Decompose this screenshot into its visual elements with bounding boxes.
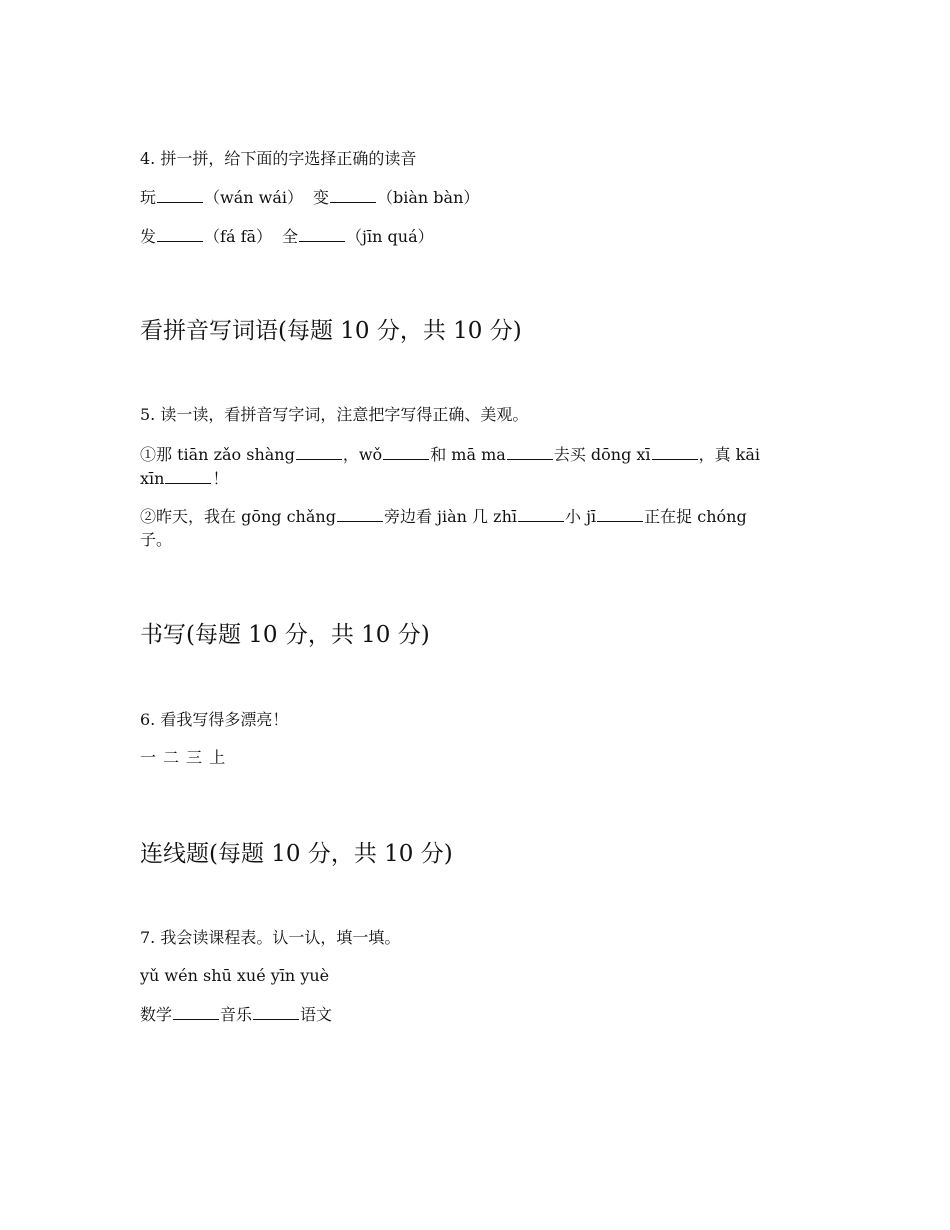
q4-char-bian: 变 (313, 188, 330, 207)
q5-s1-text: ①那 tiān zǎo shàng (140, 445, 295, 464)
q4-pinyin-options: （fá fā） (204, 227, 273, 246)
q5-s1-text: ，真 kāi (698, 445, 761, 464)
q5-sentence-2-line-1 (140, 505, 747, 528)
q5-s2-text: 正在捉 chóng (644, 507, 747, 526)
q6-title: 6. 看我写得多漂亮！ (140, 710, 289, 729)
q4-char-wan: 玩 (140, 188, 157, 207)
q7-subject-chinese: 语文 (300, 1005, 333, 1024)
answer-blank[interactable] (157, 186, 203, 203)
q5-s1-text: ！ (212, 469, 229, 488)
q5-sentence-1-line-2 (140, 467, 228, 490)
q7-title: 7. 我会读课程表。认一认，填一填。 (140, 928, 401, 947)
q5-s1-text: 去买 dōng xī (553, 445, 651, 464)
q7-subject-music: 音乐 (220, 1005, 253, 1024)
answer-blank[interactable] (253, 1003, 299, 1020)
q4-pinyin-options: （wán wái） (204, 188, 303, 207)
answer-blank[interactable] (299, 225, 345, 242)
q4-pinyin-options: （biàn bàn） (377, 188, 480, 207)
answer-blank[interactable] (597, 505, 643, 522)
answer-blank[interactable] (337, 505, 383, 522)
answer-blank[interactable] (383, 443, 429, 460)
q4-pinyin-options: （jīn quá） (346, 227, 434, 246)
answer-blank[interactable] (296, 443, 342, 460)
q7-pinyin-row: yǔ wén shū xué yīn yuè (140, 966, 330, 985)
q4-row-2 (140, 225, 434, 248)
q5-title: 5. 读一读，看拼音写字词，注意把字写得正确、美观。 (140, 405, 529, 424)
q5-sentence-2-line-2: 子。 (140, 530, 173, 549)
answer-blank[interactable] (157, 225, 203, 242)
q7-subjects-row (140, 1003, 332, 1026)
q4-char-quan: 全 (282, 227, 299, 246)
q5-s2-text: 旁边看 jiàn 几 zhī (383, 507, 517, 526)
q7-subject-math: 数学 (140, 1005, 173, 1024)
answer-blank[interactable] (165, 467, 211, 484)
q5-s2-text: 小 jī (565, 507, 597, 526)
answer-blank[interactable] (518, 505, 564, 522)
q4-row-1 (140, 186, 479, 209)
section-heading-writing: 书写(每题 10 分，共 10 分) (140, 622, 430, 648)
answer-blank[interactable] (330, 186, 376, 203)
section-heading-pinyin-words: 看拼音写词语(每题 10 分，共 10 分) (140, 318, 522, 344)
q5-sentence-1-line-1 (140, 443, 760, 466)
answer-blank[interactable] (652, 443, 698, 460)
q5-s1-text: 和 mā ma (430, 445, 506, 464)
q6-characters: 一 二 三 上 (140, 748, 226, 767)
answer-blank[interactable] (173, 1003, 219, 1020)
q5-s2-text: ②昨天，我在 gōng chǎng (140, 507, 336, 526)
answer-blank[interactable] (507, 443, 553, 460)
q4-char-fa: 发 (140, 227, 157, 246)
section-heading-matching: 连线题(每题 10 分，共 10 分) (140, 841, 453, 867)
q5-s1-text: xīn (140, 469, 165, 488)
q5-s1-text: ，wǒ (342, 445, 383, 464)
q4-title: 4. 拼一拼，给下面的字选择正确的读音 (140, 149, 417, 168)
